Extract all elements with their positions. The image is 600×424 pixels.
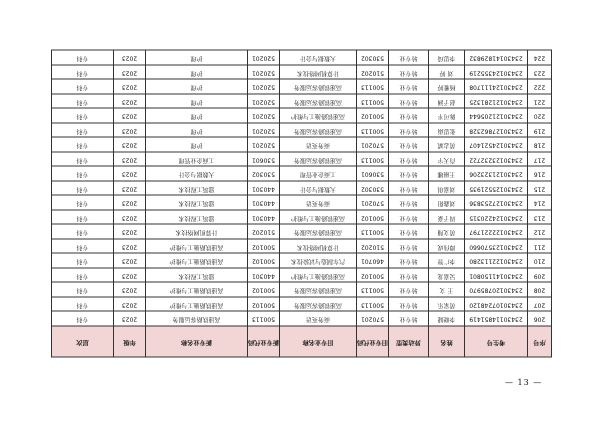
table-cell: 王丽娜: [429, 167, 465, 182]
table-cell: 2023: [114, 254, 146, 269]
table-cell: 护理: [146, 109, 248, 124]
table-cell: 转专业: [389, 109, 429, 124]
table-cell: 高速铁路客运服务: [280, 123, 357, 138]
table-cell: 大数据与会计: [146, 167, 248, 182]
page-number: — 13 —: [505, 378, 543, 387]
table-cell: 2023: [114, 109, 146, 124]
table-cell: 219: [528, 123, 552, 138]
table-row: [52, 254, 552, 269]
table-cell: 2023: [114, 312, 146, 327]
table-cell: 23430124355219: [465, 65, 528, 80]
table-cell: 高速铁路施工与维护: [280, 268, 357, 283]
table-cell: 护理: [146, 94, 248, 109]
table-cell: 510202: [357, 239, 389, 254]
table-row: [52, 167, 552, 182]
table-cell: 520201: [248, 65, 280, 80]
table-cell: 2023: [114, 239, 146, 254]
table-cell: 黄志斌: [429, 138, 465, 153]
table-cell: 23430121205644: [465, 109, 528, 124]
table-cell: 转专业: [389, 181, 429, 196]
table-cell: 530302: [357, 51, 389, 66]
table-row: [52, 138, 552, 153]
table-cell: 转专业: [389, 283, 429, 298]
table-row: [52, 239, 552, 254]
table-cell: 23430124111708: [465, 80, 528, 95]
table-cell: 转专业: [389, 94, 429, 109]
table-cell: 500113: [357, 283, 389, 298]
table-cell: 208: [528, 283, 552, 298]
table-cell: 440301: [248, 210, 280, 225]
table-cell: 520201: [248, 123, 280, 138]
table-cell: 215: [528, 181, 552, 196]
table-cell: 商务英语: [280, 196, 357, 211]
table-cell: 216: [528, 167, 552, 182]
table-cell: 220: [528, 109, 552, 124]
table-cell: 刘鑫阳: [429, 196, 465, 211]
table-cell: 500113: [248, 312, 280, 327]
table-cell: 520201: [248, 80, 280, 95]
column-header: 新专业代码: [248, 326, 280, 357]
table-cell: 570201: [357, 196, 389, 211]
table-cell: 专科: [52, 196, 114, 211]
table-row: [52, 225, 552, 240]
table-cell: 2023: [114, 283, 146, 298]
table-cell: 商务英语: [280, 138, 357, 153]
table-cell: 23430120785970: [465, 283, 528, 298]
table-cell: 李晓婕: [429, 312, 465, 327]
table-row: [52, 80, 552, 95]
table-cell: 黄家乐: [429, 297, 465, 312]
table-cell: 23430122113280: [465, 254, 528, 269]
table-cell: 23430114851419: [465, 312, 528, 327]
table-cell: 建筑工程技术: [146, 196, 248, 211]
table-cell: 510202: [248, 225, 280, 240]
table-cell: 转专业: [389, 138, 429, 153]
table-cell: 张思雨: [429, 123, 465, 138]
table-cell: 专科: [52, 283, 114, 298]
table-cell: 500113: [357, 152, 389, 167]
table-row: [52, 268, 552, 283]
table-cell: 23430121281325: [465, 94, 528, 109]
table-cell: 工商企业管理: [146, 152, 248, 167]
table-cell: 高速铁路客运服务: [280, 225, 357, 240]
table-cell: 440301: [248, 196, 280, 211]
table-cell: 500102: [248, 254, 280, 269]
table-cell: 2023: [114, 80, 146, 95]
table-cell: 510202: [357, 65, 389, 80]
table-row: [52, 196, 552, 211]
table-cell: 2023: [114, 152, 146, 167]
table-cell: 工商企业管理: [280, 167, 357, 182]
table-cell: 计算机网络技术: [146, 225, 248, 240]
table-cell: 23430107248120: [465, 297, 528, 312]
table-cell: 500102: [357, 268, 389, 283]
table-cell: 530302: [357, 181, 389, 196]
column-header: 新专业名称: [146, 326, 248, 357]
table-cell: 高速铁路施工与维护: [280, 210, 357, 225]
table-cell: 高速铁路客运服务: [146, 312, 248, 327]
table-row: [52, 94, 552, 109]
table-cell: 2023: [114, 268, 146, 283]
table-cell: 转专业: [389, 268, 429, 283]
table-row: [52, 152, 552, 167]
table-cell: 460701: [357, 254, 389, 269]
column-header: 层次: [52, 326, 114, 357]
table-cell: 李广智: [429, 254, 465, 269]
table-cell: 李思琦: [429, 51, 465, 66]
table-row: [52, 65, 552, 80]
table-header: [52, 326, 552, 357]
table-cell: 陈可平: [429, 109, 465, 124]
table-cell: 专科: [52, 239, 114, 254]
table-cell: 500102: [248, 297, 280, 312]
table-cell: 专科: [52, 181, 114, 196]
table-cell: 23430127862328: [465, 123, 528, 138]
table-cell: 转专业: [389, 225, 429, 240]
column-header: 旧专业代码: [357, 326, 389, 357]
table-cell: 500113: [357, 225, 389, 240]
table-cell: 2023: [114, 167, 146, 182]
table-cell: 218: [528, 138, 552, 153]
table-cell: 刘 婷: [429, 65, 465, 80]
table-cell: 23430122221797: [465, 225, 528, 240]
table-cell: 217: [528, 152, 552, 167]
table-cell: 23430124220315: [465, 210, 528, 225]
table-cell: 周子豪: [429, 210, 465, 225]
table-cell: 专科: [52, 65, 114, 80]
table-cell: 530302: [248, 167, 280, 182]
table-cell: 213: [528, 210, 552, 225]
table-cell: 高速铁路客运服务: [280, 94, 357, 109]
table-cell: 专科: [52, 138, 114, 153]
table-cell: 专科: [52, 312, 114, 327]
table-cell: 刘嘉琪: [429, 181, 465, 196]
table-cell: 转专业: [389, 123, 429, 138]
table-cell: 2023: [114, 225, 146, 240]
table-cell: 224: [528, 51, 552, 66]
table-cell: 肖天宇: [429, 152, 465, 167]
table-row: [52, 297, 552, 312]
table-cell: 专科: [52, 94, 114, 109]
table-cell: 23430141150801: [465, 268, 528, 283]
column-header: 姓名: [429, 326, 465, 357]
table-cell: 2023: [114, 297, 146, 312]
table-cell: 211: [528, 239, 552, 254]
table-cell: 高速铁路客运服务: [280, 152, 357, 167]
column-header: 年级: [114, 326, 146, 357]
table-cell: 520201: [248, 94, 280, 109]
table-cell: 222: [528, 80, 552, 95]
table-cell: 大数据与会计: [280, 181, 357, 196]
table-cell: 2023: [114, 51, 146, 66]
table-row: [52, 109, 552, 124]
table-cell: 23430141829832: [465, 51, 528, 66]
table-cell: 206: [528, 312, 552, 327]
table-cell: 223: [528, 65, 552, 80]
table-cell: 440301: [248, 268, 280, 283]
table-cell: 赵子涵: [429, 94, 465, 109]
table-cell: 吴嘉龙: [429, 268, 465, 283]
table-row: [52, 312, 552, 327]
table-cell: 专科: [52, 297, 114, 312]
table-cell: 专科: [52, 210, 114, 225]
table-cell: 23430123232722: [465, 152, 528, 167]
table-cell: 2023: [114, 181, 146, 196]
table-cell: 2023: [114, 196, 146, 211]
table-cell: 23430121323206: [465, 167, 528, 182]
table-cell: 护理: [146, 80, 248, 95]
table-cell: 黄文翔: [429, 225, 465, 240]
table-cell: 高速铁路施工与维护: [146, 239, 248, 254]
table-cell: 高速铁路施工与维护: [146, 297, 248, 312]
table-cell: 杨雅婷: [429, 80, 465, 95]
table-cell: 商务英语: [280, 312, 357, 327]
column-header: 旧专业名称: [280, 326, 357, 357]
table-cell: 专科: [52, 268, 114, 283]
table-cell: 转专业: [389, 239, 429, 254]
column-header: 考生号: [465, 326, 528, 357]
table-cell: 2023: [114, 65, 146, 80]
table-cell: 2023: [114, 138, 146, 153]
table-cell: 建筑工程技术: [146, 181, 248, 196]
table-cell: 护理: [146, 123, 248, 138]
table-cell: 谭伟成: [429, 239, 465, 254]
table-row: [52, 51, 552, 66]
table-cell: 500102: [248, 283, 280, 298]
table-cell: 转专业: [389, 254, 429, 269]
table-cell: 570201: [357, 138, 389, 153]
table-cell: 207: [528, 297, 552, 312]
table-cell: 转专业: [389, 152, 429, 167]
column-header: 异动类型: [389, 326, 429, 357]
table-cell: 500102: [357, 109, 389, 124]
table-cell: 23430124521407: [465, 138, 528, 153]
table-cell: 高速铁路施工与维护: [146, 254, 248, 269]
table-cell: 214: [528, 196, 552, 211]
table-cell: 护理: [146, 138, 248, 153]
table-cell: 建筑工程技术: [146, 210, 248, 225]
table-row: [52, 210, 552, 225]
table-cell: 转专业: [389, 210, 429, 225]
table-cell: 高速铁路施工与维护: [280, 109, 357, 124]
table-cell: 专科: [52, 225, 114, 240]
transfer-roster-table: [51, 50, 552, 358]
table-cell: 建筑工程技术: [146, 268, 248, 283]
table-cell: 500113: [357, 297, 389, 312]
table-cell: 大数据与会计: [280, 51, 357, 66]
table-cell: 221: [528, 94, 552, 109]
table-row: [52, 283, 552, 298]
table-cell: 2023: [114, 210, 146, 225]
table-cell: 440301: [248, 181, 280, 196]
table-cell: 500102: [357, 210, 389, 225]
table-cell: 2023: [114, 94, 146, 109]
table-cell: 500113: [357, 80, 389, 95]
table-cell: 高速铁路客运服务: [280, 283, 357, 298]
table-cell: 王 文: [429, 283, 465, 298]
table-cell: 500113: [357, 94, 389, 109]
table-cell: 转专业: [389, 312, 429, 327]
table-cell: 23430123570660: [465, 239, 528, 254]
table-row: [52, 123, 552, 138]
table-cell: 520201: [248, 109, 280, 124]
table-cell: 209: [528, 268, 552, 283]
table-cell: 高速铁路客运服务: [280, 297, 357, 312]
table-cell: 570201: [357, 312, 389, 327]
table-cell: 转专业: [389, 65, 429, 80]
table-cell: 212: [528, 225, 552, 240]
header-row: [52, 326, 552, 357]
table-cell: 专科: [52, 254, 114, 269]
table-cell: 23430125521935: [465, 181, 528, 196]
table-cell: 转专业: [389, 51, 429, 66]
table-cell: 专科: [52, 152, 114, 167]
table-cell: 高速铁路施工与维护: [146, 283, 248, 298]
table-cell: 汽车制造与试验技术: [280, 254, 357, 269]
table-cell: 2023: [114, 123, 146, 138]
table-cell: 520201: [248, 138, 280, 153]
table-cell: 护理: [146, 51, 248, 66]
table-cell: 23430127253836: [465, 196, 528, 211]
table-cell: 专科: [52, 80, 114, 95]
table-cell: 计算机网络技术: [280, 65, 357, 80]
table-cell: 530601: [248, 152, 280, 167]
table-cell: 护理: [146, 65, 248, 80]
table-cell: 520201: [248, 51, 280, 66]
table-cell: 转专业: [389, 167, 429, 182]
table-body: [52, 51, 552, 327]
table-cell: 专科: [52, 123, 114, 138]
table-cell: 专科: [52, 167, 114, 182]
column-header: 序号: [528, 326, 552, 357]
table-cell: 530601: [357, 167, 389, 182]
table-cell: 转专业: [389, 80, 429, 95]
table-cell: 计算机网络技术: [280, 239, 357, 254]
table-cell: 500102: [248, 239, 280, 254]
table-cell: 专科: [52, 109, 114, 124]
table-row: [52, 181, 552, 196]
table-cell: 210: [528, 254, 552, 269]
table-cell: 高速铁路客运服务: [280, 80, 357, 95]
table-cell: 专科: [52, 51, 114, 66]
table-cell: 转专业: [389, 297, 429, 312]
table-cell: 500113: [357, 123, 389, 138]
table-cell: 转专业: [389, 196, 429, 211]
